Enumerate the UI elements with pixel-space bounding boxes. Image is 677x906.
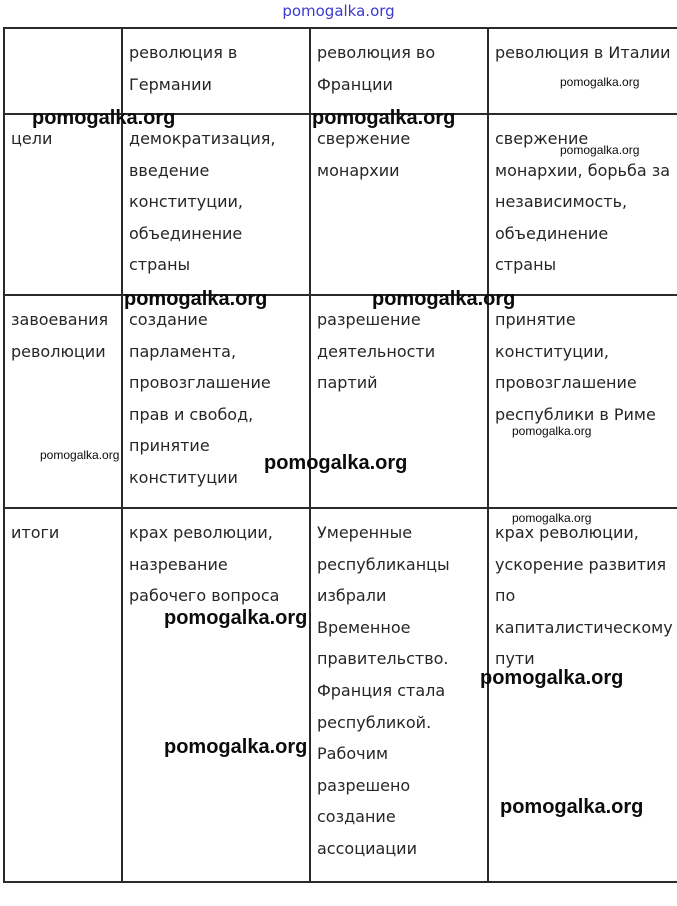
cell-achievements-italy: принятие конституции, провозглашение республики в Риме [488, 295, 677, 508]
row-label-results: итоги [4, 508, 122, 882]
cell-goals-italy: свержение монархии, борьба за независимость, объединение страны [488, 114, 677, 295]
header-france: революция во Франции [310, 28, 488, 114]
watermark-text: pomogalka.org [480, 667, 624, 689]
cell-results-italy: крах революции, ускорение развития по капиталистическому пути [488, 508, 677, 882]
watermark-text: pomogalka.org [32, 107, 176, 129]
watermark-text: pomogalka.org [512, 424, 592, 438]
table-row-achievements [4, 295, 677, 508]
header-italy: революция в Италии [488, 28, 677, 114]
cell-achievements-france: разрешение деятельности партий [310, 295, 488, 508]
watermark-text: pomogalka.org [560, 75, 640, 89]
watermark-text: pomogalka.org [264, 452, 408, 474]
table-header-row [4, 28, 677, 114]
cell-goals-france: свержение монархии [310, 114, 488, 295]
row-label-achievements: завоевания революции [4, 295, 122, 508]
table-row-results [4, 508, 677, 882]
watermark-text: pomogalka.org [164, 607, 308, 629]
watermark-text: pomogalka.org [312, 107, 456, 129]
watermark-text: pomogalka.org [512, 511, 592, 525]
cell-goals-germany: демократизация, введение конституции, объединение страны [122, 114, 310, 295]
watermark-text: pomogalka.org [124, 288, 268, 310]
cell-achievements-germany: создание парламента, провозглашение прав и свобод, принятие конституции [122, 295, 310, 508]
header-germany: революция в Германии [122, 28, 310, 114]
watermark-text: pomogalka.org [372, 288, 516, 310]
row-label-goals: цели [4, 114, 122, 295]
watermark-text: pomogalka.org [500, 796, 644, 818]
cell-results-france: Умеренные республиканцы избрали Временное правительство. Франция стала республикой. Рабочим разрешено создание ассоциации [310, 508, 488, 882]
cell-results-germany: крах революции, назревание рабочего вопроса [122, 508, 310, 882]
header-empty-cell [4, 28, 122, 114]
table-row-goals [4, 114, 677, 295]
watermark-text: pomogalka.org [560, 143, 640, 157]
watermark-text: pomogalka.org [164, 736, 308, 758]
watermark-top: pomogalka.org [282, 2, 395, 20]
watermark-text: pomogalka.org [40, 448, 120, 462]
